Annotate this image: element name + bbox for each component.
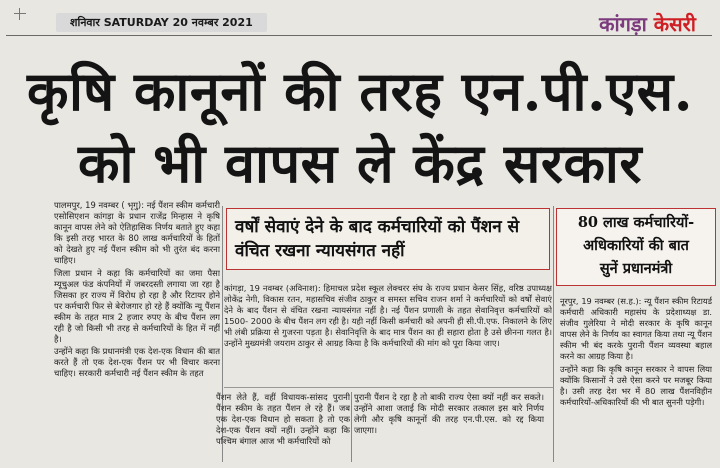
registration-mark-icon xyxy=(14,8,26,20)
right-heading-line-3: सुनें प्रधानमंत्री xyxy=(599,260,673,277)
continued-text-right: पुरानी पैंशन दे रहा है तो बाकी राज्य ऐसा क्यों नहीं कर सकते। उन्होंने आशा जताई कि मोदी सरकार तत्काल इस बारे निर्णय लेगी और कृषि कानूनों की तरह एन.पी.एस. को रद्द किया जाएगा। xyxy=(354,392,544,436)
right-heading xyxy=(557,209,715,280)
center-divider xyxy=(224,387,554,388)
left-column-story xyxy=(54,200,220,462)
left-paragraph-1: पालमपुर, 19 नवम्बर ( भृगु): नई पैंशन स्कीम कर्मचारी एसोसिएशन कांगड़ा के प्रधान राजेंद्र मिन्हास ने कृषि कानून वापस लेने को ऐतिहासिक निर्णय बताते हुए कहा कि इसी तरह भारत के 80 लाख कर्मचारियों के हितों को देखते हुए नई पैंशन स्कीम को भी तुरंत बंद करना चाहिए। xyxy=(54,200,220,266)
masthead xyxy=(599,10,696,37)
right-heading-line-1: 80 लाख कर्मचारियों- xyxy=(577,214,695,231)
main-headline xyxy=(4,58,716,196)
center-subheading-box xyxy=(226,208,550,270)
right-column-story xyxy=(560,296,712,464)
left-paragraph-3: उन्होंने कहा कि प्रधानमंत्री एक देश-एक विधान की बात करते हैं तो एक देश-एक पैंशन पर भी विचार करना चाहिए। सरकारी कर्मचारी नई पैंशन स्कीम के तहत xyxy=(54,346,220,379)
bottom-column-divider xyxy=(351,392,352,462)
dateline: शनिवार SATURDAY 20 नवम्बर 2021 xyxy=(56,13,267,32)
masthead-name: केसरी xyxy=(653,12,696,36)
masthead-place: कांगड़ा xyxy=(599,12,647,36)
center-subheading: वर्षों सेवाएं देने के बाद कर्मचारियों को पैंशन से वंचित रखना न्यायसंगत नहीं xyxy=(235,217,520,261)
left-paragraph-2: जिला प्रधान ने कहा कि कर्मचारियों का जमा पैसा म्यूचुअल फंड कंपनियों में जबरदस्ती लगाया जा रहा है जिसका हर राज्य में विरोध हो रहा है और रिटायर होने पर कर्मचारी फिर से बेरोजगार हो रहे हैं क्योंकि न्यू पैंशन स्कीम के तहत मात्र 2 हजार रुपए के बीच पैंशन लग रही है जो किसी भी तरह से कर्मचारियों के हित में नहीं है। xyxy=(54,267,220,345)
continued-text-left: पैंशन लेते हैं, वहीं विधायक-सांसद पुरानी पैंशन स्कीम के तहत पैंशन ले रहे हैं। जब एक देश-एक विधान हो सकता है तो एक देश-एक पैंशन क्यों नहीं। उन्होंने कहा कि पश्चिम बंगाल आज भी कर्मचारियों को xyxy=(216,392,350,447)
headline-line-1: कृषि कानूनों की तरह एन.पी.एस. xyxy=(26,59,693,123)
column-divider-right xyxy=(553,206,554,462)
headline-line-2: को भी वापस ले केंद्र सरकार xyxy=(78,131,642,195)
right-heading-line-2: अधिकारियों की बात xyxy=(583,237,689,254)
right-paragraph-2: उन्होंने कहा कि कृषि कानून सरकार ने वापस लिया क्योंकि किसानों ने उसे ऐसा करने पर मजबूर किया है। उसी तरह देश भर में 80 लाख पैंशनविहीन कर्मचारियों-अधिकारियों की भी बात सुननी पड़ेगी। xyxy=(560,363,712,407)
center-story-body: कांगड़ा, 19 नवम्बर (अविनाश): हिमाचल प्रदेश स्कूल लेक्चरर संघ के राज्य प्रधान केसर सिंह, वरिष्ठ उपाध्यक्ष लोकेंद्र नेगी, विकास रतन, महासचिव संजीव ठाकुर व समस्त सचिव राजन शर्मा ने कर्मचारियों को वर्षों सेवाएं देने के बाद पैंशन से वंचित रखना न्यायसंगत नहीं है। नई पैंशन प्रणाली के तहत सेवानिवृत्त कर्मचारियों को 1500- 2000 के बीच पैंशन लग रही है। यही नहीं किसी कर्मचारी को अपनी ही सी.पी.एफ. निकालने के लिए भी लंबी प्रक्रिया से गुजरना पड़ता है। सेवानिवृत्ति के बाद मात्र पैंशन का ही सहारा होता है उसे छीनना गलत है। उन्होंने मुख्यमंत्री जयराम ठाकुर से आग्रह किया है कि कर्मचारियों की मांग को पूरा किया जाए। xyxy=(224,283,552,349)
right-paragraph-1: नूरपुर, 19 नवम्बर (स.ह.): न्यू पैंशन स्कीम रिटायर्ड कर्मचारी अधिकारी महासंघ के प्रदेशाध्यक्ष डा. संजीव गुलेरिया ने मोदी सरकार के कृषि कानून वापस लेने के निर्णय का स्वागत किया तथा न्यू पैंशन स्कीम भी बंद करके पुरानी पैंशन व्यवस्था बहाल करने का आग्रह किया है। xyxy=(560,296,712,362)
right-heading-box xyxy=(556,208,716,286)
newspaper-header xyxy=(6,4,712,36)
